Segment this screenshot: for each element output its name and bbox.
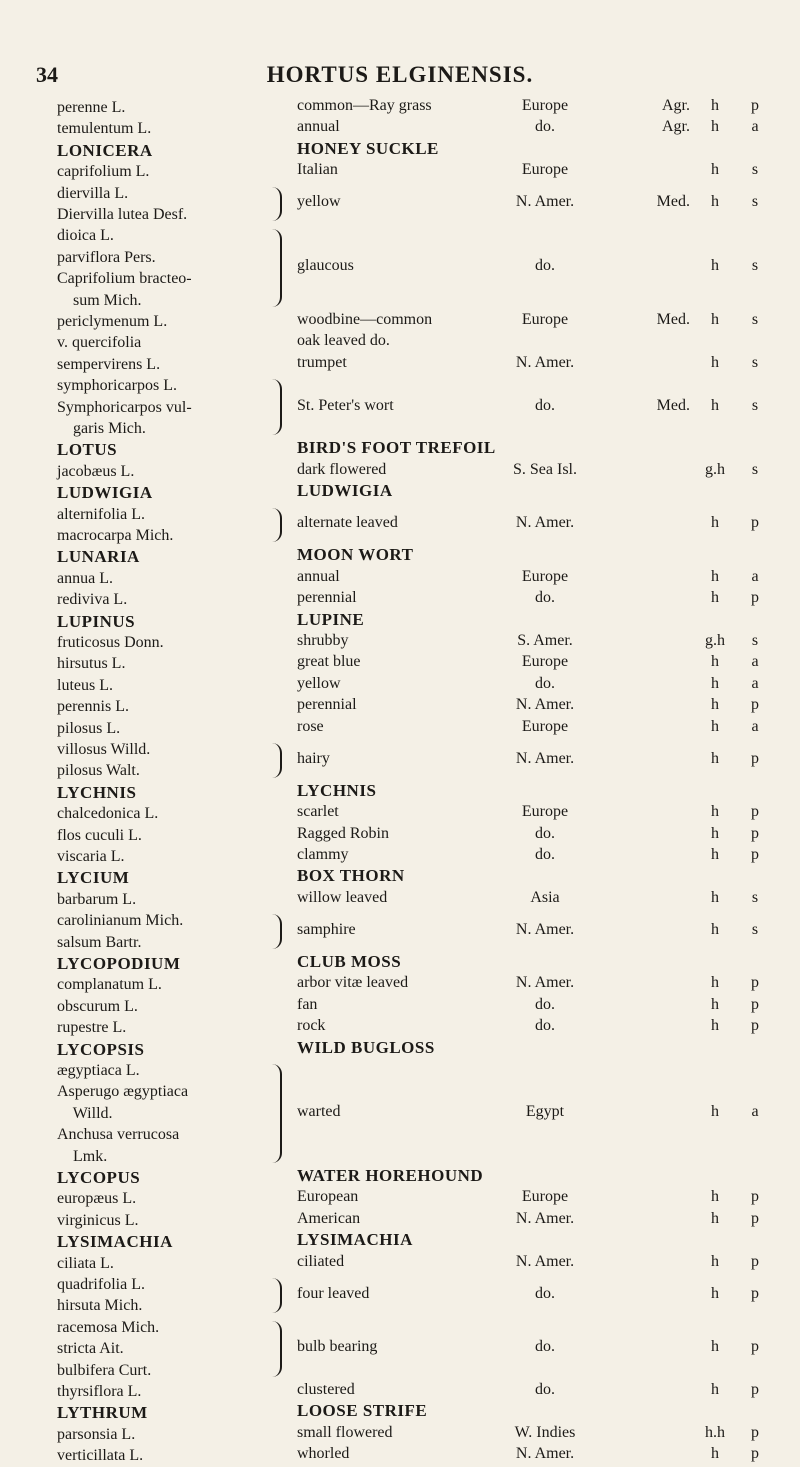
hardiness: g.h (705, 632, 725, 649)
genus-name: LYCIUM (57, 868, 130, 888)
common-name: dark flowered (297, 460, 387, 478)
common-name: American (297, 1209, 361, 1227)
native-region: do. (535, 1017, 555, 1035)
duration: p (751, 1252, 759, 1270)
duration: s (751, 460, 759, 478)
duration: p (751, 1209, 759, 1227)
duration: a (751, 118, 759, 136)
duration: p (751, 974, 759, 992)
common-name: bulb bearing (297, 1338, 378, 1356)
hardiness: h (711, 824, 719, 842)
common-genus-name: LUPINE (297, 609, 365, 629)
duration: s (751, 257, 759, 275)
hardiness: h (711, 353, 719, 371)
species-row (0, 354, 800, 375)
species-row (0, 910, 800, 953)
genus-row (0, 1039, 800, 1060)
synonym-brace (270, 1064, 282, 1163)
species-row (0, 1317, 800, 1381)
species-row (0, 825, 800, 846)
common-name: annual (297, 118, 340, 136)
genus-name: LUPINUS (57, 611, 136, 631)
duration: a (751, 567, 759, 585)
duration: s (751, 353, 759, 371)
hardiness: h (711, 674, 719, 692)
species-row (0, 461, 800, 482)
species-row (0, 311, 800, 332)
hardiness: h (711, 589, 719, 607)
hardiness: h (711, 257, 719, 275)
native-region: do. (535, 824, 555, 842)
common-name: alternate leaved (297, 514, 398, 532)
genus-row (0, 439, 800, 460)
genus-row (0, 611, 800, 632)
duration: p (751, 1338, 759, 1356)
common-genus-name: LOOSE STRIFE (297, 1401, 428, 1421)
common-genus-name: BIRD'S FOOT TREFOIL (297, 438, 496, 458)
genus-name: LOTUS (57, 440, 118, 460)
species-name: complanatum L. (57, 976, 162, 994)
species-name: parsonsia L. (57, 1425, 136, 1443)
common-name: clammy (297, 846, 349, 863)
species-name: carolinianum Mich. salsum Bartr. (57, 912, 184, 951)
hardiness: h (711, 396, 719, 414)
native-region: N. Amer. (515, 353, 575, 371)
genus-row (0, 1167, 800, 1188)
hardiness: h (711, 803, 719, 821)
native-region: do. (535, 1338, 555, 1356)
genus-name: LUDWIGIA (57, 483, 153, 503)
genus-name: LYCHNIS (57, 782, 137, 802)
genus-name: LONICERA (57, 140, 153, 160)
species-row (0, 183, 800, 226)
species-row (0, 632, 800, 653)
species-name: thyrsiflora L. (57, 1383, 142, 1400)
common-genus-name: LYSIMACHIA (297, 1230, 413, 1250)
duration: p (751, 995, 759, 1013)
native-region: Europe (521, 311, 569, 328)
native-region: Europe (521, 717, 569, 735)
common-name: common—Ray grass (297, 97, 432, 114)
species-name: viscaria L. (57, 848, 125, 865)
common-name: willow leaved (297, 888, 388, 906)
species-row (0, 375, 800, 439)
species-name: virginicus L. (57, 1211, 139, 1229)
species-row (0, 589, 800, 610)
native-region: Europe (521, 803, 569, 821)
species-name: verticillata L. (57, 1447, 144, 1465)
genus-name: LYCOPUS (57, 1168, 141, 1187)
use: Med. (656, 311, 690, 328)
species-row (0, 996, 800, 1017)
hardiness: h (711, 1188, 719, 1206)
species-name: pilosus L. (57, 719, 121, 737)
common-genus-name: WATER HOREHOUND (297, 1166, 484, 1185)
species-name: symphoricarpos L. Symphoricarpos vul- garis Mich. (57, 377, 192, 437)
hardiness: h (711, 1252, 719, 1270)
species-name: v. quercifolia (57, 334, 142, 352)
native-region: Europe (521, 1188, 569, 1206)
use: Med. (656, 193, 690, 211)
common-name: whorled (297, 1445, 350, 1463)
genus-name: LUNARIA (57, 547, 140, 567)
species-row (0, 1445, 800, 1466)
synonym-brace (270, 379, 282, 435)
duration: p (751, 824, 759, 842)
duration: p (751, 1445, 759, 1463)
duration: p (751, 1423, 759, 1441)
genus-name: LYCOPSIS (57, 1039, 145, 1059)
species-row (0, 889, 800, 910)
species-name: ægyptiaca L. Asperugo ægyptiaca Willd. Anchusa verrucosa Lmk. (57, 1062, 189, 1165)
common-genus-name: BOX THORN (297, 866, 405, 886)
species-name: temulentum L. (57, 120, 152, 138)
common-name: perennial (297, 696, 357, 714)
common-name: rose (297, 717, 324, 735)
common-name: annual (297, 567, 340, 585)
common-name: yellow (297, 674, 341, 692)
common-name: samphire (297, 920, 356, 938)
common-name: oak leaved do. (297, 332, 390, 350)
page-header (0, 62, 800, 92)
genus-row (0, 1402, 800, 1423)
common-name: great blue (297, 653, 361, 671)
common-name: small flowered (297, 1423, 393, 1441)
duration: p (751, 846, 759, 863)
species-name: caprifolium L. (57, 163, 150, 181)
duration: p (751, 589, 759, 607)
species-row (0, 1381, 800, 1402)
species-row (0, 653, 800, 674)
species-row (0, 225, 800, 311)
genus-name: LYSIMACHIA (57, 1232, 173, 1252)
species-name: perennis L. (57, 698, 129, 716)
hardiness: h (711, 653, 719, 671)
common-name: hairy (297, 749, 330, 767)
hardiness: h (711, 567, 719, 585)
common-name: rock (297, 1017, 326, 1035)
species-row (0, 332, 800, 353)
hardiness: h (711, 888, 719, 906)
species-name: luteus L. (57, 676, 113, 694)
native-region: Asia (530, 888, 560, 906)
native-region: do. (535, 995, 555, 1013)
common-genus-name: LYCHNIS (297, 780, 377, 800)
species-name: dioica L. parviflora Pers. Caprifolium bracteo- sum Mich. (57, 227, 192, 309)
native-region: N. Amer. (515, 1252, 575, 1270)
native-region: do. (535, 846, 555, 863)
common-genus-name: WILD BUGLOSS (297, 1037, 435, 1057)
common-genus-name: CLUB MOSS (297, 952, 402, 971)
native-region: N. Amer. (515, 974, 575, 992)
synonym-brace (270, 1321, 282, 1377)
native-region: do. (535, 118, 555, 136)
hardiness: h (711, 846, 719, 863)
species-row (0, 1424, 800, 1445)
species-name: flos cuculi L. (57, 826, 142, 844)
species-name: fruticosus Donn. (57, 634, 164, 651)
duration: p (751, 97, 759, 114)
hardiness: h (711, 161, 719, 179)
hardiness: h (711, 920, 719, 938)
species-row (0, 1210, 800, 1231)
duration: a (751, 674, 759, 692)
common-name: warted (297, 1102, 341, 1120)
native-region: N. Amer. (515, 1445, 575, 1463)
duration: p (751, 514, 759, 532)
species-row (0, 1188, 800, 1209)
species-row (0, 739, 800, 782)
synonym-brace (270, 914, 282, 949)
native-region: N. Amer. (515, 749, 575, 767)
common-name: four leaved (297, 1284, 370, 1302)
hardiness: h (711, 1338, 719, 1356)
hardiness: h (711, 1209, 719, 1227)
duration: s (751, 161, 759, 179)
species-name: barbarum L. (57, 890, 137, 908)
genus-row (0, 867, 800, 888)
common-name: glaucous (297, 257, 354, 275)
species-name: racemosa Mich. stricta Ait. bulbifera Curt. (57, 1318, 160, 1379)
native-region: N. Amer. (515, 514, 575, 532)
genus-name: LYTHRUM (57, 1403, 148, 1423)
duration: a (751, 1102, 759, 1120)
native-region: do. (535, 674, 555, 692)
synonym-brace (270, 743, 282, 778)
common-name: Italian (297, 161, 338, 179)
species-name: annua L. (57, 569, 113, 587)
page-number: 34 (36, 62, 58, 87)
species-row (0, 1060, 800, 1167)
hardiness: h (711, 514, 719, 532)
common-name: scarlet (297, 803, 339, 821)
common-name: European (297, 1188, 359, 1206)
hardiness: h (711, 1102, 719, 1120)
species-name: quadrifolia L. hirsuta Mich. (57, 1276, 145, 1315)
duration: a (751, 653, 759, 671)
species-row (0, 1253, 800, 1274)
hardiness: h (711, 749, 719, 767)
species-row (0, 504, 800, 547)
genus-row (0, 140, 800, 161)
use: Med. (656, 396, 690, 414)
hardiness: h (711, 1284, 719, 1302)
synonym-brace (270, 508, 282, 543)
species-name: sempervirens L. (57, 355, 161, 373)
hardiness: h.h (705, 1423, 725, 1441)
native-region: do. (535, 396, 555, 414)
species-name: diervilla L. Diervilla lutea Desf. (57, 184, 188, 223)
species-name: europæus L. (57, 1190, 137, 1208)
running-head: HORTUS ELGINENSIS. (266, 62, 534, 87)
duration: s (751, 311, 759, 328)
common-genus-name: MOON WORT (297, 545, 414, 565)
genus-row (0, 782, 800, 803)
species-name: jacobæus L. (57, 462, 135, 480)
common-name: perennial (297, 589, 357, 607)
species-row (0, 97, 800, 118)
native-region: N. Amer. (515, 1209, 575, 1227)
native-region: do. (535, 1381, 555, 1398)
species-name: rupestre L. (57, 1019, 127, 1037)
common-name: yellow (297, 193, 341, 211)
species-name: ciliata L. (57, 1254, 114, 1272)
genus-row (0, 482, 800, 503)
duration: s (751, 888, 759, 906)
hardiness: h (711, 118, 719, 136)
species-row (0, 1017, 800, 1038)
native-region: N. Amer. (515, 193, 575, 211)
native-region: S. Amer. (517, 632, 573, 649)
synonym-brace (270, 229, 282, 307)
hardiness: h (711, 193, 719, 211)
common-name: Ragged Robin (297, 824, 389, 842)
species-row (0, 675, 800, 696)
duration: p (751, 1188, 759, 1206)
duration: p (751, 803, 759, 821)
species-name: chalcedonica L. (57, 805, 159, 823)
common-name: arbor vitæ leaved (297, 974, 409, 992)
duration: s (751, 920, 759, 938)
species-name: rediviva L. (57, 591, 128, 609)
duration: s (751, 193, 759, 211)
hardiness: h (711, 974, 719, 992)
species-row (0, 974, 800, 995)
species-row (0, 696, 800, 717)
common-name: ciliated (297, 1252, 345, 1270)
duration: p (751, 1017, 759, 1035)
species-name: alternifolia L. macrocarpa Mich. (57, 505, 174, 544)
species-name: periclymenum L. (57, 313, 168, 330)
duration: s (751, 632, 759, 649)
duration: p (751, 1381, 759, 1398)
genus-row (0, 546, 800, 567)
hardiness: h (711, 1381, 719, 1398)
native-region: Europe (521, 567, 569, 585)
hardiness: h (711, 717, 719, 735)
hardiness: h (711, 311, 719, 328)
native-region: W. Indies (514, 1423, 576, 1441)
common-name: clustered (297, 1381, 355, 1398)
synonym-brace (270, 1278, 282, 1313)
duration: p (751, 749, 759, 767)
common-name: trumpet (297, 353, 347, 371)
genus-row (0, 1231, 800, 1252)
species-row (0, 118, 800, 139)
native-region: N. Amer. (515, 696, 575, 714)
native-region: Egypt (525, 1102, 565, 1120)
hardiness: h (711, 995, 719, 1013)
species-name: hirsutus L. (57, 655, 126, 673)
common-name: fan (297, 995, 318, 1013)
native-region: do. (535, 589, 555, 607)
native-region: Europe (521, 653, 569, 671)
species-row (0, 803, 800, 824)
native-region: Europe (521, 97, 569, 114)
native-region: N. Amer. (515, 920, 575, 938)
common-name: shrubby (297, 632, 349, 649)
duration: p (751, 696, 759, 714)
species-name: perenne L. (57, 99, 126, 116)
hardiness: h (711, 1445, 719, 1463)
species-row (0, 718, 800, 739)
native-region: do. (535, 257, 555, 275)
hardiness: h (711, 97, 719, 114)
species-row (0, 568, 800, 589)
use: Agr. (662, 118, 690, 136)
native-region: S. Sea Isl. (513, 460, 577, 478)
hardiness: h (711, 696, 719, 714)
use: Agr. (662, 97, 690, 114)
species-name: villosus Willd. pilosus Walt. (57, 741, 151, 780)
common-genus-name: HONEY SUCKLE (297, 138, 439, 158)
species-row (0, 846, 800, 867)
genus-row (0, 953, 800, 974)
species-row (0, 1274, 800, 1317)
duration: a (751, 717, 759, 735)
duration: s (751, 396, 759, 414)
synonym-brace (270, 187, 282, 222)
native-region: Europe (521, 161, 569, 179)
common-name: St. Peter's wort (297, 396, 394, 414)
native-region: do. (535, 1284, 555, 1302)
common-genus-name: LUDWIGIA (297, 481, 393, 501)
hardiness: h (711, 1017, 719, 1035)
species-row (0, 161, 800, 182)
genus-name: LYCOPODIUM (57, 954, 181, 973)
common-name: woodbine—common (297, 311, 433, 328)
hardiness: g.h (705, 460, 725, 478)
species-name: obscurum L. (57, 997, 138, 1015)
duration: p (751, 1284, 759, 1302)
